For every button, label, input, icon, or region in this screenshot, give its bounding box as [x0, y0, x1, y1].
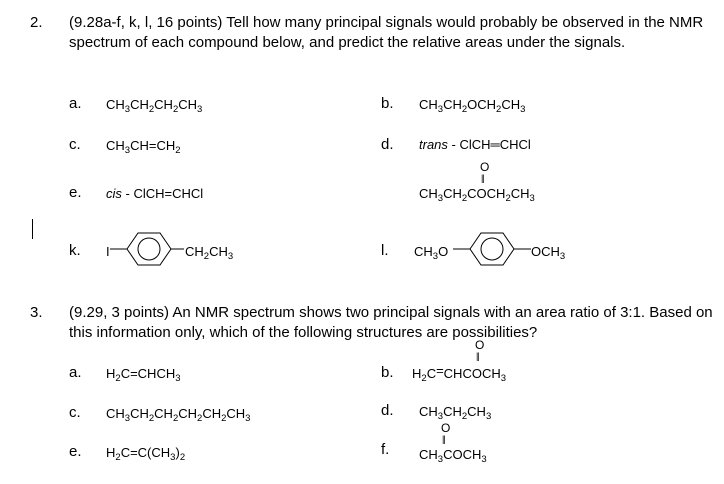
item-2c-label: c. [69, 136, 81, 153]
item-3b-formula: $H_2C=CHCOCH_3$ [412, 363, 507, 384]
item-3b-carbonyl-oxygen: O [475, 338, 485, 352]
item-2d-formula: trans - ClCH═CHCl [419, 137, 531, 152]
item-2k-ethyl: $CH_2CH_3$ [185, 244, 234, 262]
item-2f-carbonyl-oxygen: O [480, 160, 490, 174]
question-2-number: 2. [30, 14, 43, 31]
item-2l-right-methoxy: $OCH_3$ [531, 244, 566, 262]
item-2b-label: b. [381, 95, 394, 112]
item-2l-left-methoxy: $CH_3O$ [414, 244, 449, 262]
item-2l-label: l. [381, 242, 389, 259]
item-3e-label: e. [69, 443, 82, 460]
item-3c-formula: $CH_3CH_2CH_2CH_2CH_2CH_3$ [106, 406, 251, 424]
item-2k-iodine: I [106, 244, 110, 259]
item-3f-label: f. [381, 441, 390, 458]
item-3b-double-bond: || [476, 351, 479, 361]
question-2-text: (9.28a-f, k, l, 16 points) Tell how many principal signals would probably be observed in the NMR spectrum of each compound below, and predict the relative areas under the signals. [69, 14, 704, 51]
item-2k-label: k. [69, 242, 81, 259]
item-2e-label: e. [69, 184, 82, 201]
item-3d-label: d. [381, 402, 394, 419]
item-3e-formula: $H_2C=C(CH_3)_2$ [106, 445, 186, 463]
item-2l-benzene-ring-icon [453, 230, 537, 268]
item-2d-label: d. [381, 136, 394, 153]
item-2f-double-bond: || [481, 173, 484, 183]
item-2f-formula: $CH_3CH_2COCH_2CH_3$ [419, 186, 535, 204]
item-2a-label: a. [69, 95, 82, 112]
item-3a-label: a. [69, 364, 82, 381]
item-3c-label: c. [69, 404, 81, 421]
item-3a-formula: $H_2C=CHCH_3$ [106, 366, 181, 384]
item-3b-label: b. [381, 364, 394, 381]
item-2b-formula: $CH_3CH_2OCH_2CH_3$ [419, 97, 526, 115]
question-3-text: (9.29, 3 points) An NMR spectrum shows two principal signals with an area ratio of 3:1. Based on this information only, which of the following structures are possibilities? [69, 304, 713, 341]
item-2k-benzene-ring-icon [110, 230, 190, 268]
item-3f-double-bond: || [442, 434, 445, 444]
text-cursor [32, 219, 33, 239]
item-2a-formula: $CH_3CH_2CH_2CH_3$ [106, 97, 203, 115]
question-3-number: 3. [30, 304, 43, 321]
item-2c-formula: $CH_3CH=CH_2$ [106, 138, 181, 156]
item-3d-formula: $CH_3CH_2CH_3$ [419, 404, 492, 422]
item-3f-carbonyl-oxygen: O [441, 421, 451, 435]
item-2e-formula: cis - ClCH=CHCl [106, 186, 204, 201]
item-3f-formula: $CH_3COCH_3$ [419, 447, 487, 465]
